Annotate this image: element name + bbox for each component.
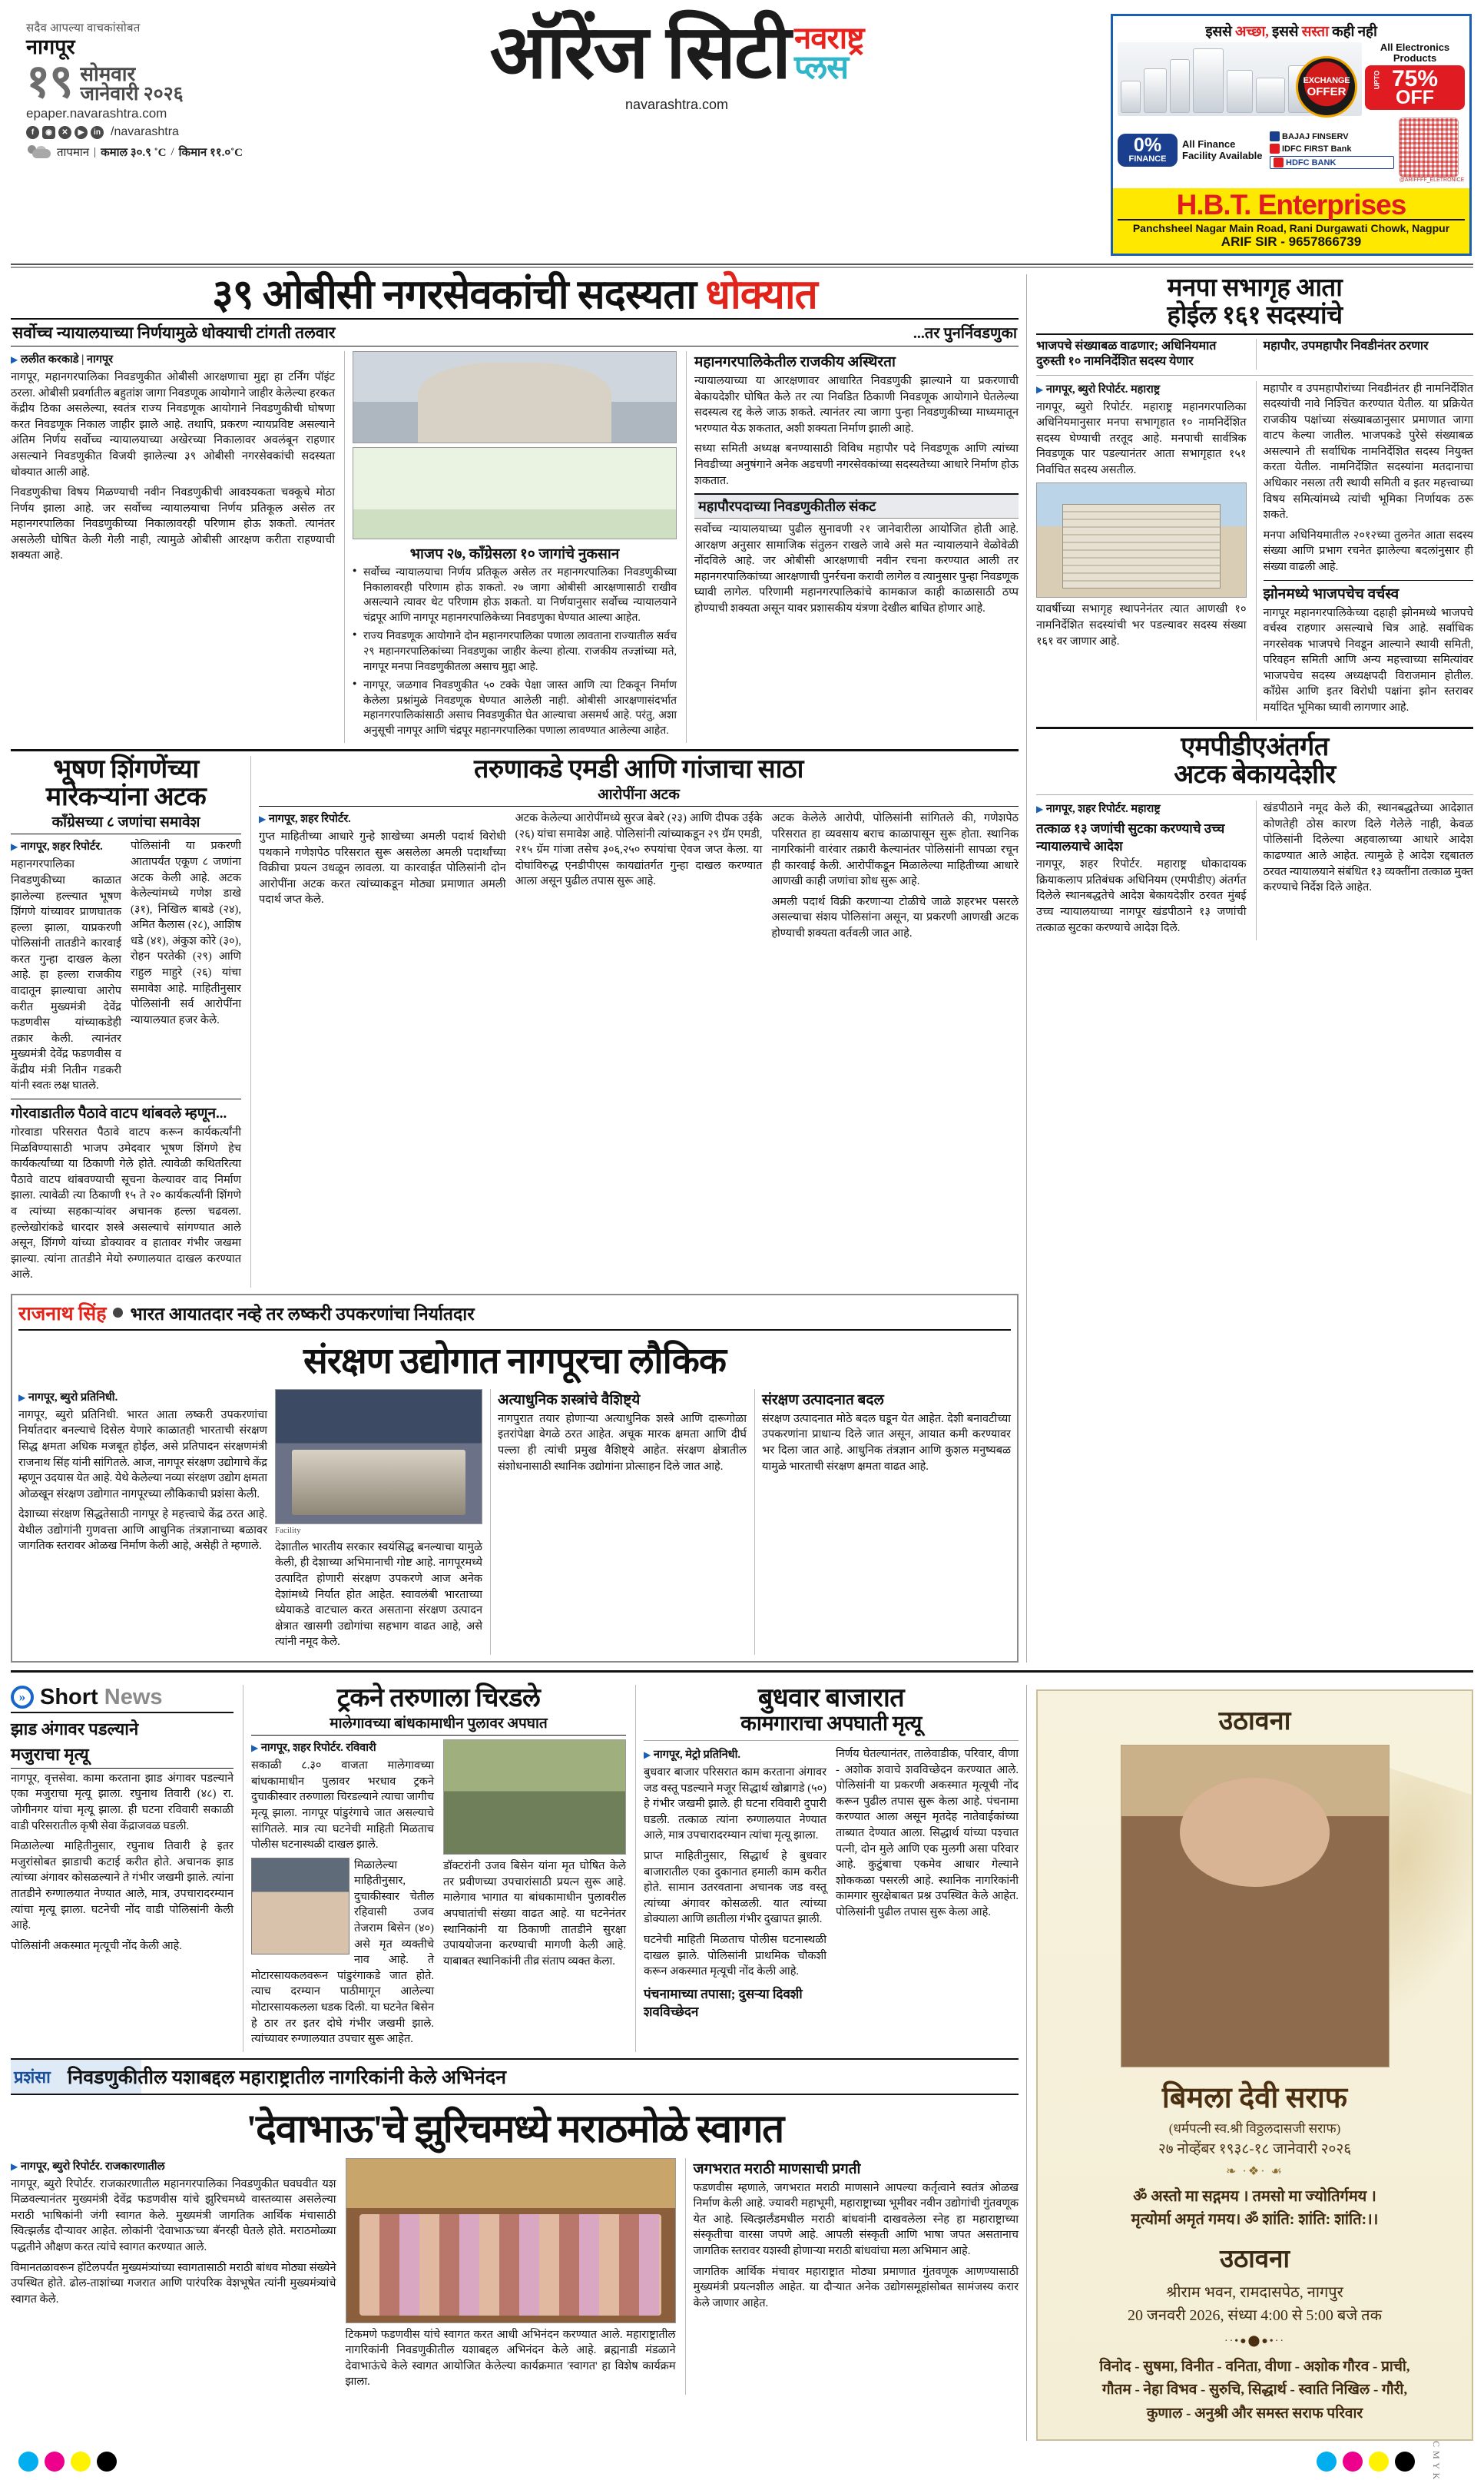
website-url[interactable]: navarashtra.com — [624, 97, 729, 113]
lead-col-1 — [11, 351, 335, 743]
drugs-p2: अटक केलेल्या आरोपींमध्ये सुरज बेबरे (२३) आणि दीपक उईके (२६) यांचा समावेश आहे. पोलिसांनी त्यांच्याकडून २९ ग्रॅम एमडी, २१५ ग्रॅम गांजा तसेच ३०६,२५० रुपयांचा ऐवज जप्त केला. या दोघांविरुद्ध एनडीपीएस कायद्यांतर्गत गुन्हा दाखल करण्यात आला असून पुढील तपास सुरू आहे. — [515, 812, 763, 888]
drugs-p4: अमली पदार्थ विक्री करणाऱ्या टोळीचे जाळे शहरभर पसरले असल्याचा संशय पोलिसांना असून, या प्रकरणी आणखी अटक होण्याची शक्यता वर्तवली जात आहे. — [771, 895, 1019, 940]
ad-discount-badge — [1365, 42, 1465, 110]
uthavana-label: उठावना — [1219, 2245, 1290, 2273]
rajnath-singh-event-photo — [275, 1389, 482, 1524]
devabhau-p3: फडणवीस म्हणाले, जगभरात मराठी माणसाने आपल्या कर्तृत्वाने स्वतंत्र ओळख निर्माण केली आहे. ज्यावरी महाभूमी, महाराष्ट्राच्या भूमीवर नवीन उद्योगांची गुंतवणूक येत आहे. स्वित्झर्लंडमधील मराठी बांधवांनी दाखवलेला स्नेह हा महाराष्ट्राच्या संस्कृतीचा वारसा जपणे आहे. आपली संस्कृती आणि भाषा जपत असतानाच जागतिक स्तरावर यशस्वी होणाऱ्या मराठी बांधवांचा मला अभिमान आहे. — [693, 2181, 1019, 2257]
lead-col1-p1: नागपूर, महानगरपालिका निवडणुकीत ओबीसी आरक्षणाचा मुद्दा हा टर्निंग पॉइंट ठरला. ओबीसी प्रवर्गातील बहुतांश जागा निवडणूक आयोगाने जाहीर केलेल्या हरकत केंद्रीय ठिका असलेल्या, स्वतंत्र राज्य निवडणूक आयोगाने निवडणुकीची घोषणा करत निवडणूक निकाल जाहीर झाले आहे. तथापि, प्रकरण न्यायप्रविष्ट असल्याने अंतिम निर्णय सर्वोच्च न्यायालयाच्या अखेरच्या निकालावर अवलंबून राहणार असल्याने निवडणुकीत विजयी झालेल्या ३९ ओबीसी नगरसेवकांची सदस्यता धोक्यात आली आहे. — [11, 371, 335, 479]
truck-col-2 — [443, 1739, 626, 2051]
ad-finance-row — [1113, 116, 1469, 186]
bhushan-col-1 — [11, 838, 121, 1099]
deceased-name: बिमला देवी सराफ — [1161, 2081, 1348, 2114]
weather-strip — [26, 144, 243, 161]
truck-p3: डॉक्टरांनी उजव बिसेन यांना मृत घोषित केले तर प्रवीणच्या उपचारांसाठी प्रयत्न सुरू आहे. मालेगाव भागात या बांधकामाधीन पुलावरील अपघातांची संख्या वाढत आहे. या घटनेनंतर स्थानिकांनी या ठिकाणी तातडीने सुरक्षा उपाययोजना करण्याची मागणी केली आहे. याबाबत स्थानिकांनी तीव्र संताप व्यक्त केला. — [443, 1860, 626, 1968]
feature-person-name: राजनाथ सिंह — [18, 1303, 107, 1325]
ad-bank-logos — [1270, 131, 1394, 169]
ad-zero-finance-badge — [1118, 134, 1178, 167]
bhushan-headline-2: मारेकऱ्यांना अटक — [45, 783, 207, 812]
ad-upto-label: UPTO — [1373, 70, 1381, 90]
lower-left-zone — [11, 1685, 1019, 2441]
feature-col-1 — [18, 1389, 267, 1655]
drugs-headline: तरुणाकडे एमडी आणि गांजाचा साठा — [474, 754, 803, 784]
black-dot-icon — [97, 2452, 117, 2472]
zone-dominance-head: झोनमध्ये भाजपचेच वर्चस्व — [1264, 580, 1474, 603]
deceased-relation: (धर्मपत्नी स्व.श्री विठ्ठलदासजी सराफ) — [1168, 2120, 1341, 2136]
weather-label: तापमान — [57, 147, 90, 160]
date-day-name: सोमवार — [80, 62, 136, 85]
lead-headline-red: धोक्यात — [705, 273, 817, 317]
ad-qr-block[interactable] — [1399, 118, 1465, 183]
feature-col3-p1: नागपुरात तयार होणाऱ्या अत्याधुनिक शस्त्रे आणि दारूगोळा इतरांपेक्षा वेगळे ठरत आहेत. अचूक मारक क्षमता आणि दीर्घ पल्ला ही त्यांची प्रमुख वैशिष्ट्ये आहेत. संरक्षण क्षेत्रातील संशोधनासाठी स्थानिक उद्योगांना प्रोत्साहन दिले जात आहे. — [498, 1412, 747, 1473]
ad-zero-percent: 0% — [1133, 134, 1162, 157]
truck-p1: सकाळी ८.३० वाजता मालेगावच्या बांधकामाधीन पुलावर भरधाव ट्रकने दुचाकीस्वार तरुणाला चिरडल्याने त्याचा जागीच मृत्यू झाला. नागपूर पांडुरंगाचे जात असल्याचे सांगितले. मात्र त्या घटनेची माहिती मिळताच पोलीस घटनास्थळी दाखल झाले. — [251, 1759, 434, 1852]
social-handle: /navarashtra — [111, 125, 179, 139]
mpda-p2: खंडपीठाने नमूद केले की, स्थानबद्धतेच्या आदेशात कोणतेही ठोस कारण दिले गेलेले नाही, केवळ पोलिसांनी दिलेल्या अहवालाच्या आधारे आदेश काढण्यात आले आहेत. त्यामुळे हे आदेश रद्दबातल ठरवत न्यायालयाने संबंधित १३ व्यक्तींना तत्काळ मुक्त करण्याचे निर्देश दिले आहेत. — [1263, 802, 1473, 894]
byline-arrow-icon: ▶ — [1036, 804, 1044, 815]
manpa-headline-2: होईल १६१ सदस्यांचे — [1167, 302, 1343, 330]
date-month-year: जानेवारी २०२६ — [80, 83, 184, 104]
byline-arrow-icon: ▶ — [644, 1749, 651, 1761]
manpa-col1-p1: नागपूर, ब्युरो रिपोर्टर. महाराष्ट्र महानगरपालिका अधिनियमानुसार मनपा सभागृहात १० नामनिर्देशित सदस्य घेण्याची तरतूद आहे. मनपाची सार्वत्रिक निवडणूक पार पडल्यानंतर आता सभागृहात १५१ निर्वाचित सदस्य असतील. — [1036, 400, 1247, 476]
ad-off-word: OFF — [1396, 87, 1434, 109]
market-divider — [644, 1740, 1019, 1741]
footer-registration-marks — [8, 2441, 1476, 2480]
byline-arrow-icon: ▶ — [18, 1391, 26, 1403]
ad-exchange-bottom: OFFER — [1307, 85, 1347, 98]
deceased-dates: २७ नोव्हेंबर १९३८-१८ जानेवारी २०२६ — [1158, 2140, 1352, 2157]
masthead-advertisement[interactable] — [1111, 14, 1472, 256]
ad-finance-word: FINANCE — [1128, 154, 1167, 164]
weather-min: किमान ११.०˚C — [178, 147, 243, 160]
obituary-family-1: विनोद - सुषमा, विनीत - वनिता, वीणा - अशोक गौरव - प्राची, — [1099, 2358, 1410, 2375]
manpa-columns — [1036, 381, 1473, 721]
short-news-p2: मिळालेल्या माहितीनुसार, रघुनाथ तिवारी हे इतर मजुरांसोबत झाडाची कटाई करीत होते. अचानक झाड त्यांच्या अंगावर कोसळल्याने ते गंभीर जखमी झाले. त्यांना तातडीने रुग्णालयात नेण्यात आले, मात्र, उपचारादरम्यान त्यांचा मृत्यू झाला. घटनेची नोंद वाडी पोलिसांनी केली आहे. — [11, 1840, 234, 1932]
bhushan-col-2 — [131, 838, 241, 1099]
masthead-tagline: सदैव आपल्या वाचकांसोबत — [26, 22, 141, 35]
manpa-col2-p1: महापौर व उपमहापौरांच्या निवडीनंतर ही नामनिर्देशित सदस्यांची नावे निश्चित करण्यात येतील. या प्रक्रियेत राजकीय पक्षांच्या संख्याबळानुसार प्रमाणात जागा वाटप केल्या जातील. भाजपकडे पुरेसे संख्याबळ असल्याने ती सर्वाधिक नामनिर्देशित सदस्य नियुक्त करता येतील. नामनिर्देशित सदस्यांना मतदानाचा अधिकार नसला तरी स्थायी समिती व इतर महत्त्वाच्या विषय समित्यांमध्ये त्यांची भूमिका निर्णायक ठरू शकते. — [1263, 382, 1473, 522]
youtube-icon[interactable]: ▶ — [75, 126, 88, 139]
devabhau-p1: नागपूर, ब्युरो रिपोर्टर. राजकारणातील महानगरपालिका निवडणुकीत घवघवीत यश मिळवल्यानंतर मुख्यमंत्री देवेंद्र फडणवीस यांचे झुरिचमध्ये वास्तव्यास असलेल्या मराठी भाषिकांनी जंगी स्वागत केले. मुख्यमंत्री जागतिक आर्थिक मंचासाठी स्वित्झर्लंड दौऱ्यावर आहेत. लोकांनी 'देवाभाऊ'च्या बॅनरही घेतले होते. मराठमोळ्या पद्धतीने औक्षण करत त्यांचे स्वागत करण्यात आले. — [11, 2177, 336, 2253]
ad-tagline: इससे अच्छा, इससे सस्ता कही नही — [1205, 24, 1377, 40]
masthead-logo-block — [249, 10, 1105, 113]
bhushan-byline: ▶ नागपूर, शहर रिपोर्टर. — [11, 840, 103, 854]
praise-tag: प्रशंसा — [14, 2067, 51, 2087]
gorewada-p3: गोरवाडा परिसरात पैठावे वाटप करून कार्यकर्त्यांनी मिळविण्यासाठी भाजप उमेदवार भूषण शिंगणे हेच कार्यकर्त्यांच्या या ठिकाणी गेले होते. त्यावेळी कथितरित्या पैठावे वाटप थांबवण्याची सूचना केल्यावर वाद निर्माण झाला. त्यावेळी त्या ठिकाणी १५ ते २० कार्यकर्त्यांनी शिंगणे व त्यांच्या सहकाऱ्यांवर अचानक हल्ला चढवला. हल्लेखोरांकडे धारदार शस्त्रे असल्याचे सांगण्यात आले असून, शिंगणे यांच्या डोक्यावर व हातावर गंभीर जखमा झाल्या. त्यांना तातडीने मेयो रुग्णालयात दाखल करण्यात आले. — [11, 1126, 241, 1281]
obituary-family-2: गौतम - नेहा विभव - सुरुचि, सिद्धार्थ - स्वाति निखिल - गौरी, — [1101, 2382, 1408, 2399]
manpa-rule — [1036, 333, 1473, 335]
drugs-story — [250, 756, 1019, 1288]
ad-middle — [1113, 42, 1469, 116]
mpda-p1: नागपूर, शहर रिपोर्टर. महाराष्ट्र धोकादायक क्रियाकलाप प्रतिबंधक अधिनियम (एमपीडीए) अंतर्गत दिलेले स्थानबद्धतेचे आदेश बेकायदेशीर ठरवत मुंबई उच्च न्यायालयाच्या नागपूर खंडपीठाने १३ जणांची तत्काळ सुटका करण्याचे आदेश दिले. — [1036, 858, 1247, 934]
bhushan-p1: महानगरपालिका निवडणुकीच्या काळात झालेल्या हल्ल्यात भूषण शिंगणे यांच्यावर प्राणघातक हल्ला झाला, याप्रकरणी पोलिसांनी तातडीने कारवाई करत गुन्हा दाखल केला आहे. हा हल्ला राजकीय वादातून झाल्याचा आरोप करीत मुख्यमंत्री देवेंद्र फडणवीस यांच्याकडेही तक्रार केली. त्यानंतर मुख्यमंत्री देवेंद्र फडणवीस व केंद्रीय मंत्री नितीन गडकरी यांनी स्वतः लक्ष घातले. — [11, 858, 121, 1092]
lead-subhead-right: ...तर पुनर्निवडणुका — [913, 325, 1017, 343]
devabhau-photo-col — [346, 2158, 676, 2395]
market-p4: निर्णय घेतल्यानंतर, तालेवाडीक, परिवार, वीणा - अशोक शवाचे शवविच्छेदन करण्यात आले. पोलिसांनी या प्रकरणी अकस्मात मृत्यूची नोंद करून पुढील तपास सुरू केला आहे. पंचनामा करण्यात आला असून मृतदेह नातेवाईकांच्या ताब्यात देण्यात आला. सिद्धार्थ यांच्या पश्चात पत्नी, दोन मुले आणि एक मुलगी असा परिवार आहे. कुटुंबाचा एकमेव आधार गेल्याने शोककळा पसरली आहे. स्थानिक नागरिकांनी कामगार सुरक्षेबाबत प्रश्न उपस्थित केले आहेत. पोलिसांनी पुढील तपास सुरू केला आहे. — [836, 1748, 1019, 1918]
manpa-col1-p2: यावर्षीच्या सभागृह स्थापनेनंतर त्यात आणखी १० नामनिर्देशित सदस्यांची भर पडल्यावर सदस्य संख्या १६१ वर जाणार आहे. — [1036, 603, 1247, 648]
bhushan-p2: पोलिसांनी या प्रकरणी आतापर्यंत एकूण ८ जणांना अटक केली आहे. अटक केलेल्यांमध्ये गणेश डाखे (३१), निखिल बाबडे (२४), अमित कैलास (२८), आशिष धडे (४१), अंकुश कोरे (३०), रोहन परतेकी (२९) आणि राहुल माहुरे (२६) यांचा समावेश आहे. माहितीनुसार पोलिसांनी सर्व आरोपींना न्यायालयात हजर केले. — [131, 840, 241, 1026]
devabhau-p4: जागतिक आर्थिक मंचावर महाराष्ट्रात मोठ्या प्रमाणात गुंतवणूक आणण्यासाठी मुख्यमंत्री प्रयत्नशील आहेत. या दौऱ्यात अनेक उद्योगसमूहांसोबत सामंजस्य करार केले जाणार आहेत. — [693, 2265, 1019, 2309]
facebook-icon[interactable]: f — [26, 126, 39, 139]
short-news-column — [11, 1685, 234, 2052]
byline-arrow-icon: ▶ — [11, 841, 18, 853]
devabhau-p5: टिकमणे फडणवीस यांचे स्वागत करत आधी अभिनंदन करण्यात आले. महाराष्ट्रातील नागरिकांनी निवडणुकीतील यशाबद्दल अभिनंदन केले आहे. ब्रह्मनाडी मंडळाने देवाभाऊंचे केले स्वागत आयोजित केलेल्या कार्यक्रमात 'स्वागत' हा विशेष कार्यक्रम झाला. — [345, 2328, 676, 2389]
ad-percent: 75% — [1391, 66, 1439, 92]
bhushan-story — [11, 756, 241, 1288]
praise-strip — [11, 2058, 1019, 2095]
lead-col-2 — [344, 351, 677, 743]
feature-col3-head: अत्याधुनिक शस्त्रांचे वैशिष्ट्ये — [498, 1391, 641, 1408]
market-subhead: पंचनामाच्या तपासा; दुसऱ्या दिवशी शवविच्छेदन — [644, 1986, 803, 2019]
ad-qr-handle: @ARIFFFF_ELETRONICE — [1399, 177, 1465, 183]
market-p2: प्राप्त माहितीनुसार, सिद्धार्थ हे बुधवार बाजारातील एका दुकानात हमाली काम करीत होते. सामान उतरवताना अचानक जड वस्तू त्यांच्या अंगावर कोसळली. यात त्यांच्या डोक्याला आणि छातीला गंभीर दुखापत झाली. — [644, 1850, 826, 1926]
deceased-portrait-photo — [1121, 1745, 1390, 2067]
feature-col-4 — [754, 1389, 1011, 1655]
devabhau-col-1 — [11, 2158, 336, 2395]
manpa-subhead-left: भाजपचे संख्याबळ वाढणार; अधिनियमात दुरुस्ती १० नामनिर्देशित सदस्य येणार — [1036, 339, 1217, 368]
lead-columns — [11, 351, 1019, 743]
idfc-first-bank-logo: IDFC FIRST Bank — [1270, 144, 1394, 154]
manpa-col2-p2: मनपा अधिनियमातील २०१२च्या तुलनेत आता सदस्य संख्या आणि प्रभाग रचनेत झालेल्या बदलांनुसार ही संख्या वाढली आहे. — [1263, 529, 1473, 573]
ad-store-name: H.B.T. Enterprises — [1176, 189, 1406, 220]
x-icon[interactable]: ✕ — [58, 126, 71, 139]
bhushan-subhead: काँग्रेसच्या ८ जणांचा समावेश — [11, 811, 241, 834]
obituary-shlok-2: मृत्योर्मा अमृतं गमय। ॐ शांति: शांति: शांति:।। — [1131, 2210, 1379, 2228]
short-news-item-head-2: मजुराचा मृत्यू — [11, 1742, 234, 1769]
short-news-p1: नागपूर, वृत्तसेवा. कामा करताना झाड अंगावर पडल्याने एका मजुराचा मृत्यू झाला. रघुनाथ तिवारी (४८) रा. जोगीनगर यांचा मृत्यू झाला. ही घटना रविवारी सकाळी वाडी परिसरातील कृषी सेवा केंद्राजवळ घडली. — [11, 1772, 234, 1832]
market-news-column — [635, 1685, 1019, 2052]
lead-bullet-list — [353, 565, 677, 739]
byline-arrow-icon: ▶ — [251, 1742, 259, 1754]
brand-plus: प्लस — [794, 48, 849, 86]
lead-col3-head: महानगरपालिकेतील राजकीय अस्थिरता — [694, 354, 896, 371]
cyan-dot-icon — [18, 2452, 38, 2472]
truck-news-column — [243, 1685, 626, 2052]
short-news-p3: पोलिसांनी अकस्मात मृत्यूची नोंद केली आहे. — [11, 1939, 182, 1952]
magenta-dot-icon — [45, 2452, 65, 2472]
lower-content — [8, 1680, 1476, 2441]
date-row — [26, 55, 243, 107]
lead-byline: ▶ ललीत करकाडे | नागपूर — [11, 353, 114, 366]
epaper-url[interactable]: epaper.navarashtra.com — [26, 106, 167, 121]
manpa-col-2 — [1256, 381, 1474, 721]
feature-col-3 — [490, 1389, 747, 1655]
weather-sep: | — [94, 145, 97, 158]
mayor-crisis-box-text: सर्वोच्च न्यायालयाच्या पुढील सुनावणी २१ जानेवारीला आयोजित होती आहे. आरक्षण अनुसार सामाजिक संतुलन राखले जावे असे मत न्यायालयाने वेळोवेळी नोंदविले आहे. जर ओबीसी आरक्षणाची नवीन रचना करण्यात आली तर महानगरपालिकांच्या आरक्षणाची पुनर्रचना करावी लागेल व त्यानुसार पुन्हा निवडणूक घ्यावी लागेल. परिणामी महानगरपालिकांचे कामकाज काही काळासाठी ठप्प होण्याची शक्यता असून यावर प्रशासकीय यंत्रणा देखील बाधित होणार आहे. — [694, 523, 1019, 615]
ad-store-phone: ARIF SIR - 9657866739 — [1221, 234, 1362, 249]
zurich-welcome-photo — [346, 2158, 676, 2323]
devabhau-p2: विमानतळावरून हॉटेलपर्यंत मुख्यमंत्र्यांच्या स्वागतासाठी मराठी बांधव मोठ्या संख्येने उपस्थित होते. ढोल-ताशांच्या गजरात आणि पारंपरिक वेशभूषेत त्यांनी मुख्यमंत्र्यांचे स्वागत केले. — [11, 2261, 336, 2306]
mid-stories — [11, 756, 1019, 1288]
mayor-crisis-box-head: महापौरपदाच्या निवडणुकीतील संकट — [694, 493, 1019, 519]
manpa-headline-1: मनपा सभागृह आता — [1167, 274, 1343, 302]
drugs-subhead: आरोपींना अटक — [259, 784, 1019, 807]
feature-col4-head: संरक्षण उत्पादनात बदल — [762, 1391, 884, 1408]
victim-portrait-photo — [251, 1858, 349, 1954]
devabhau-headline: 'देवाभाऊ'चे झुरिचमध्ये मराठमोळे स्वागत — [246, 2107, 783, 2151]
qr-code-icon[interactable] — [1399, 118, 1459, 177]
date-day-number: १९ — [26, 55, 73, 107]
ad-footer — [1113, 188, 1469, 254]
manpa-subheads — [1036, 339, 1473, 370]
devabhau-col-3 — [685, 2158, 1019, 2395]
market-p3: घटनेची माहिती मिळताच पोलीस घटनास्थळी दाखल झाले. पोलिसांनी प्राथमिक चौकशी करून अकस्मात मृत्यूची नोंद केली आहे. — [644, 1933, 826, 1978]
instagram-icon[interactable]: ◉ — [42, 126, 55, 139]
lead-headline — [11, 274, 1019, 317]
cmyk-label: C M Y K — [1431, 2441, 1442, 2480]
cyan-dot-icon — [1317, 2452, 1337, 2472]
mpda-columns — [1036, 801, 1473, 940]
ad-exchange-top: EXCHANGE — [1303, 75, 1350, 85]
masthead — [8, 0, 1476, 259]
right-zone — [1026, 274, 1473, 1663]
lead-col-3 — [686, 351, 1019, 743]
drugs-col-3 — [771, 811, 1019, 947]
feature-col1-p2: देशाच्या संरक्षण सिद्धतेसाठी नागपूर हे महत्त्वाचे केंद्र ठरत आहे. येथील उद्योगांनी गुणवत्ता आणि आधुनिक तंत्रज्ञानाच्या बळावर जागतिक स्तरावर ओळख निर्माण केली आहे, असेही ते म्हणाले. — [18, 1508, 267, 1553]
lead-col1-p2: निवडणुकीचा विषय मिळण्याची नवीन निवडणुकीची आवश्यकता चक्कूचे मोठा निर्णय झाला आहे. जर सर्वोच्च न्यायालयाचा निर्णय प्रतिकूल असेल तर महानगरपालिका निवडणुकीच्या निकालावरही परिणाम होऊ शकतो. त्यानंतर असलेली घोषित केली गेली नाही, त्यामुळे ओबीसी आरक्षण करीता राहण्याची शक्यता आहे. — [11, 486, 335, 562]
ad-top — [1113, 16, 1469, 42]
arrow-right-icon: » — [11, 1686, 34, 1709]
drugs-p3: अटक केलेले आरोपी, पोलिसांनी सांगितले की, गणेशपेठ परिसरात हा व्यवसाय बराच काळापासून सुरू होता. स्थानिक नागरिकांनी वारंवार तक्रारी केल्यानंतर पोलिसांनी सापळा रचून ही कारवाई केली. आरोपींकडून मिळालेल्या माहितीच्या आधारे आणखी काही जणांचा शोध सुरू आहे. — [771, 812, 1019, 888]
accident-scene-photo — [443, 1739, 626, 1855]
devabhau-byline: ▶ नागपूर, ब्युरो रिपोर्टर. राजकारणातील — [11, 2160, 165, 2173]
gorewada-subhead: गोरवाडातील पैठावे वाटप थांबवले म्हणून... — [11, 1099, 241, 1122]
cmyk-bar-left — [8, 2442, 128, 2479]
short-news-title: Short News — [40, 1684, 163, 1709]
ad-all-electronics-label: All Electronics Products — [1380, 41, 1450, 64]
lower-section-divider — [11, 1670, 1473, 1673]
edition-city: नागपूर — [26, 35, 75, 58]
social-links[interactable] — [26, 125, 243, 139]
lead-bullet-2: ● राज्य निवडणूक आयोगाने दोन महानगरपालिका पणाला लावताना राज्यातील सर्वच २९ महानगरपालिकांच्या निवडणुका जाहीर केल्या होत्या. राजकीय तज्ज्ञांच्या मते, नागपूर मनपा निवडणुकीतला असाच मुद्दा आहे. — [353, 629, 677, 675]
feature-photo-col — [275, 1389, 482, 1655]
market-p1: बुधवार बाजार परिसरात काम करताना अंगावर जड वस्तू पडल्याने मजूर सिद्धार्थ खोब्रागडे (५०) हे गंभीर जखमी झाले. ही घटना रविवारी दुपारी घडली. तत्काळ त्यांना रुग्णालयात नेण्यात आले, मात्र उपचारादरम्यान त्यांचा मृत्यू झाला. — [644, 1766, 826, 1842]
drugs-p1: गुप्त माहितीच्या आधारे गुन्हे शाखेच्या अमली पदार्थ विरोधी पथकाने गणेशपेठ परिसरात सुरू असलेला अमली पदार्थांच्या विक्रीचा प्रयत्न उधळून लावला. या कारवाईत पोलिसांनी दोन आरोपींना अटक करत त्यांच्याकडून मोठ्या प्रमाणात अमली पदार्थ जप्त केले. — [259, 831, 506, 907]
mpda-headline-1: एमपीडीएअंतर्गत — [1181, 732, 1329, 761]
obituary-title: उठावना — [1218, 1706, 1291, 1736]
yellow-dot-icon — [1369, 2452, 1389, 2472]
truck-headline: ट्रकने तरुणाला चिरडले — [336, 1683, 541, 1712]
yellow-dot-icon — [71, 2452, 91, 2472]
political-cartoon — [353, 447, 677, 539]
drugs-byline: ▶ नागपूर, शहर रिपोर्टर. — [259, 813, 351, 826]
byline-arrow-icon: ▶ — [1036, 383, 1044, 395]
market-byline: ▶ नागपूर, मेट्रो प्रतिनिधी. — [644, 1749, 740, 1762]
logo-line — [249, 10, 1105, 94]
lead-subhead-bar — [11, 318, 1019, 346]
drugs-col-1 — [259, 811, 506, 947]
ad-discount — [1365, 65, 1465, 110]
market-headline-1: बुधवार बाजारात — [757, 1683, 905, 1712]
zone-dominance-text: नागपूर महानगरपालिकेच्या दहाही झोनमध्ये भाजपचे वर्चस्व राहणार असल्याचे चित्र आहे. सर्वाधिक नगरसेवक भाजपचे निवडून आल्याने स्थायी समिती, परिवहन समिती आणि अन्य महत्त्वाच्या समित्यांवर भाजपचेच सदस्य अध्यक्षपदी विराजमान होतील. काँग्रेस आणि इतर विरोधी पक्षांना झोन स्तरावर मर्यादित भूमिका घ्यावी लागणार आहे. — [1263, 606, 1473, 714]
lead-seats-kicker: भाजप २७, काँग्रेसला १० जागांचे नुकसान — [409, 546, 620, 563]
partly-cloudy-icon — [26, 144, 52, 161]
byline-arrow-icon: ▶ — [11, 2160, 18, 2172]
bajaj-finserv-logo: BAJAJ FINSERV — [1270, 131, 1394, 141]
feature-byline: ▶ नागपूर, ब्युरो प्रतिनिधी. — [18, 1391, 118, 1404]
feature-topline — [18, 1300, 1011, 1331]
ad-exchange-offer-badge — [1296, 56, 1357, 118]
manpa-byline: ▶ नागपूर, ब्युरो रिपोर्टर. महाराष्ट्र — [1036, 383, 1161, 396]
defence-feature-box — [11, 1294, 1019, 1663]
linkedin-icon[interactable]: in — [91, 126, 104, 139]
devabhau-columns — [11, 2158, 1019, 2395]
bhushan-cols — [11, 838, 241, 1099]
manpa-divider — [1036, 375, 1473, 376]
lead-headline-black: ३९ ओबीसी नगरसेवकांची सदस्यता — [212, 273, 706, 317]
obituary-venue: श्रीराम भवन, रामदासपेठ, नागपुर — [1166, 2283, 1343, 2301]
feature-columns — [18, 1389, 1011, 1655]
truck-cols — [251, 1739, 626, 2051]
hdfc-bank-logo: HDFC BANK — [1270, 156, 1394, 169]
market-headline-2: कामगाराचा अपघाती मृत्यू — [740, 1712, 922, 1736]
brand-navarashtra: नवराष्ट्र — [794, 21, 864, 55]
bhushan-headline-1: भूषण शिंगणेंच्या — [53, 754, 199, 784]
truck-col-1 — [251, 1739, 434, 2051]
short-news-item-head-1: झाड अंगावर पडल्याने — [11, 1719, 139, 1739]
manpa-subhead-right: महापौर, उपमहापौर निवडीनंतर ठरणार — [1256, 339, 1474, 370]
truck-byline: ▶ नागपूर, शहर रिपोर्टर. रविवारी — [251, 1742, 376, 1755]
ornament-divider-icon: ❧ ·❖· ☙ — [1226, 2164, 1284, 2178]
left-zone — [11, 274, 1019, 1663]
municipal-building-photo — [1036, 482, 1247, 598]
cmyk-bar-right — [1306, 2442, 1426, 2479]
truck-subhead: मालेगावच्या बांधकामाधीन पुलावर अपघात — [251, 1712, 626, 1736]
masthead-left-info — [12, 14, 243, 161]
obituary-datetime: 20 जनवरी 2026, संध्या 4:00 से 5:00 बजे तक — [1128, 2306, 1382, 2324]
mpda-col-1 — [1036, 801, 1247, 940]
obituary-shlok-1: ॐ अस्तो मा सद्गमय । तमसो मा ज्योतिर्गमय । — [1133, 2187, 1376, 2205]
mpda-headline-2: अटक बेकायदेशीर — [1174, 760, 1336, 789]
lead-subhead-left: सर्वोच्च न्यायालयाच्या निर्णयामुळे धोक्याची टांगती तलवार — [12, 323, 336, 343]
obituary-family-3: कुणाल - अनुश्री और समस्त सराफ परिवार — [1146, 2405, 1363, 2422]
drugs-cols — [259, 811, 1019, 947]
dot-divider-icon: ··•●⬤●•·· — [1224, 2335, 1286, 2347]
mpda-subhead: तत्काळ १३ जणांची सुटका करण्याचे उच्च न्यायालयाचे आदेश — [1036, 821, 1225, 854]
market-col-2 — [836, 1746, 1019, 2022]
ad-store-address: Panchsheel Nagar Main Road, Rani Durgawati Chowk, Nagpur — [1118, 219, 1465, 234]
weather-max: कमाल ३०.९ ˚C — [101, 147, 167, 160]
weather-slash: / — [171, 145, 174, 158]
black-dot-icon — [1395, 2452, 1415, 2472]
magenta-dot-icon — [1343, 2452, 1363, 2472]
right-divider-1 — [1036, 727, 1473, 729]
bullet-dot-icon — [113, 1308, 123, 1318]
market-col-1 — [644, 1746, 826, 2022]
supreme-court-photo — [353, 351, 677, 443]
truck-p2: मिळालेल्या माहितीनुसार, दुचाकीस्वार चेतील रहिवासी उजव तेजराम बिसेन (४०) असे मृत व्यक्तीचे नाव आहे. ते मोटारसायकलवरून पांडुरंगाकडे जात होते. त्याच दरम्यान पाठीमागून आलेल्या मोटारसायकलला धडक दिली. या घटनेत बिसेन हे ठार तर इतर दोघे गंभीर जखमी झाले. त्यांच्यावर रुग्णालयात उपचार सुरू आहेत. — [251, 1858, 434, 2046]
feature-col1-p1: नागपूर, ब्युरो प्रतिनिधी. भारत आता लष्करी उपकरणांचा निर्यातदार बनल्याचे दिसेल येणारे काळातही भारताची संरक्षण सिद्ध क्षमता अधिक मजबूत होईल, असे प्रतिपादन संरक्षणमंत्री राजनाथ सिंह यांनी सांगितले. आज, नागपूर संरक्षण उद्योगाचे केंद्र म्हणून उदयास येत आहे. येथे केलेल्या नव्या संरक्षण उद्योग क्षमता ओळखून संरक्षण उद्योगात नागपूरच्या लौकिकाची प्रशंसा केली. — [18, 1408, 267, 1500]
byline-arrow-icon: ▶ — [259, 814, 267, 825]
lead-bullet-1: ● सर्वोच्च न्यायालयाचा निर्णय प्रतिकूल असेल तर महानगरपालिका निवडणुकीच्या निकालावरही परिणाम होऊ शकतो. २७ जागा ओबीसी आरक्षणासाठी राखीव असल्याने त्यावर थेट परिणाम होऊ शकतो. या निर्णयानुसार सर्वोच्च न्यायालयाने चंद्रपूर आणि नागपूर महानगरपालिकेच्या निवडणुका घेण्यात आल्या आहेत. — [353, 565, 677, 625]
mpda-byline: ▶ नागपूर, शहर रिपोर्टर. महाराष्ट्र — [1036, 803, 1161, 816]
obituary-zone — [1026, 1685, 1473, 2441]
marathi-progress-head: जगभरात मराठी माणसाची प्रगती — [693, 2160, 861, 2177]
short-news-header — [11, 1685, 234, 1713]
feature-photo-caption: Facility — [275, 1525, 301, 1535]
feature-kicker: भारत आयातदार नव्हे तर लष्करी उपकरणांचा निर्यातदार — [130, 1304, 475, 1324]
brand-logo — [794, 21, 864, 88]
feature-col4-p1: संरक्षण उत्पादनात मोठे बदल घडून येत आहेत. देशी बनावटीच्या उपकरणांना प्राधान्य दिले जात असून, आयात कमी करण्यावर भर दिला जात आहे. आधुनिक तंत्रज्ञान आणि कुशल मनुष्यबळ यामुळे भारताची संरक्षण क्षमता वाढत आहे. — [762, 1412, 1011, 1473]
mpda-divider — [1036, 794, 1473, 795]
ad-finance-text: All Finance Facility Available — [1182, 138, 1263, 161]
lead-col3-p2: सध्या समिती अध्यक्ष बनण्यासाठी विविध महापौर पदे निवडणूक आणि त्यांच्या निवडीच्या अनुषंगाने अनेक अडचणी नगरसेवकांच्या सदस्यतेच्या आधारे निर्माण होऊ शकतात. — [694, 443, 1019, 487]
cmyk-bar-right-wrap — [1306, 2441, 1476, 2480]
feature-col2-p1: देशातील भारतीय सरकार स्वयंसिद्ध बनल्याचा यामुळे केली, ही देशाच्या अभिमानाची गोष्ट आहे. नागपूरमध्ये उत्पादित होणारी संरक्षण उपकरणे आज अनेक देशांमध्ये निर्यात होत आहेत. स्वावलंबी भारताच्या ध्येयाकडे वाटचाल करत असताना संरक्षण उत्पादन क्षेत्रात खासगी उद्योगांचा सहभाग वाढत आहे, असे त्यांनी नमूद केले. — [275, 1540, 482, 1649]
feature-headline: संरक्षण उद्योगात नागपूरचा लौकिक — [303, 1341, 726, 1381]
newspaper-logo: ऑरेंज सिटी — [489, 10, 790, 94]
mpda-col-2 — [1256, 801, 1474, 940]
lead-col3-p1: न्यायालयाच्या या आरक्षणावर आधारित निवडणुकी झाल्याने या प्रकरणाची बेकायदेशीर घोषित केले तर त्या निवडित ठिकाणी निवडणूक आयोगाने घेतलेल्या सदस्यत्व रद्द केले जाऊ शकते. त्यानंतर त्या जागा पुन्हा निवडणुकीच्या माध्यमातून भरण्यात येऊ शकतात, अशी शक्यता निर्माण झाली आहे. — [694, 375, 1019, 435]
left-divider-1 — [11, 749, 1019, 751]
manpa-col-1 — [1036, 381, 1247, 721]
drugs-col-2 — [515, 811, 763, 947]
lower-columns — [11, 1685, 1019, 2052]
obituary-notice — [1036, 1689, 1473, 2441]
praise-text: निवडणुकीतील यशाबद्दल महाराष्ट्रातील नागरिकांनी केले अभिनंदन — [67, 2067, 507, 2088]
lead-bullet-3: ● नागपूर, जळगाव निवडणुकीत ५० टक्के पेक्षा जास्त आणि त्या टिकवून निर्माण केलेला प्रश्नांमुळे निवडणूक घेण्यात आलेली नाही. ओबीसी आरक्षणासंदर्भात महानगरपालिकांसाठी असाच निवडणुकीत घेत आल्याचा असमर्थ आहे. परंतु, अशा अनुसूची नागपूर आणि चंद्रपूर महानगरपालिका पणाला लावण्यात आलेल्या आहेत. — [353, 678, 677, 738]
byline-arrow-icon: ▶ — [11, 354, 18, 366]
main-content — [8, 270, 1476, 1663]
market-cols — [644, 1746, 1019, 2022]
ad-box[interactable] — [1111, 14, 1472, 256]
